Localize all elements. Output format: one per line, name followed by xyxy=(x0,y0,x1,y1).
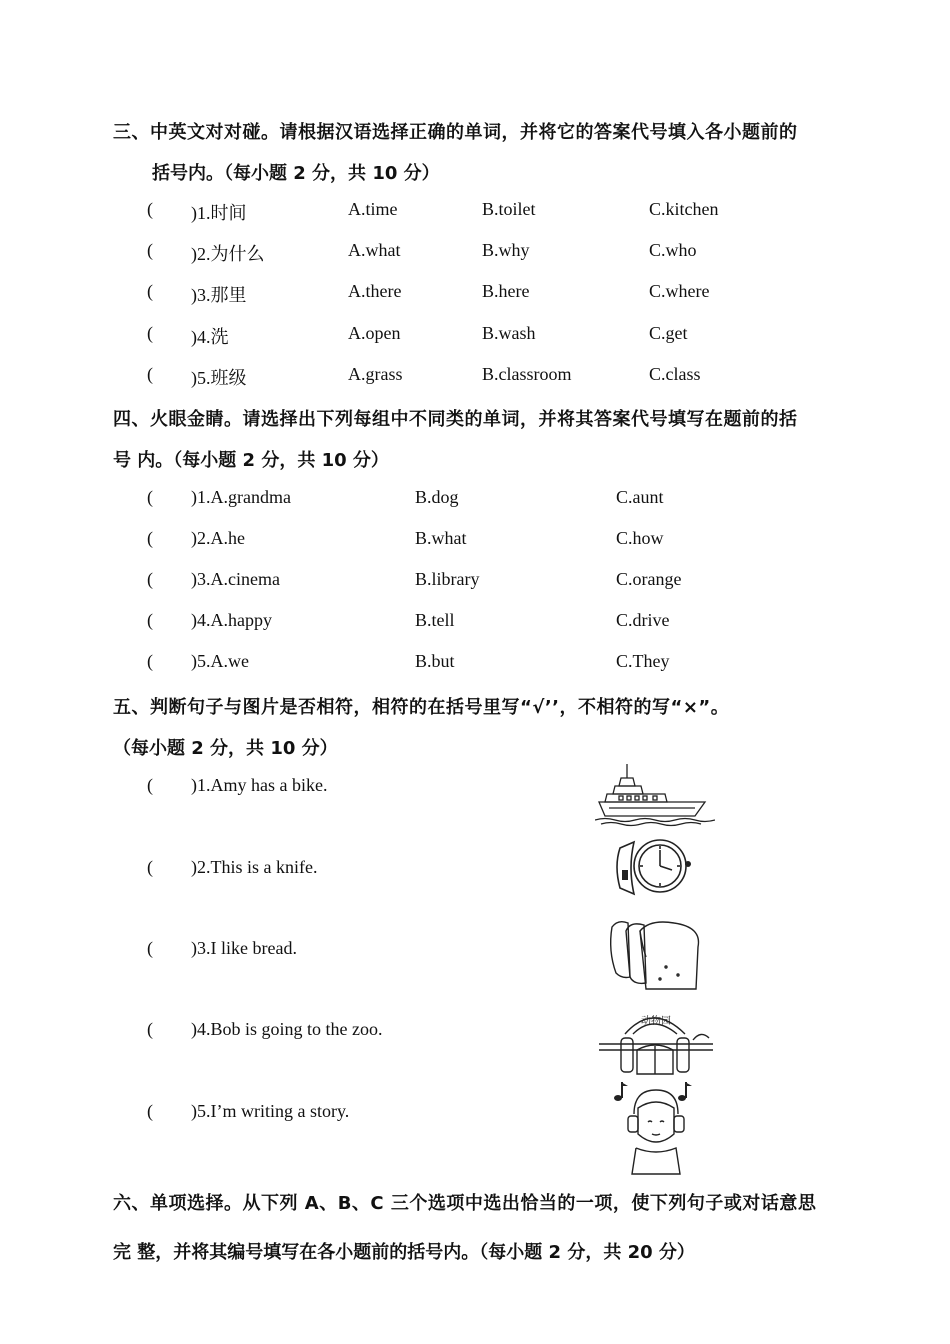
answer-bracket[interactable]: ( xyxy=(147,528,153,548)
answer-bracket[interactable]: ( xyxy=(147,651,153,671)
question-text: )3.那里 xyxy=(191,285,247,305)
option-b: B.classroom xyxy=(482,364,572,384)
question-text: )3.A.cinema xyxy=(191,569,280,589)
answer-bracket[interactable]: ( xyxy=(147,199,153,219)
question-text: )5.I’m writing a story. xyxy=(191,1101,350,1121)
question-text: )2.为什么 xyxy=(191,244,265,264)
answer-bracket[interactable]: ( xyxy=(147,569,153,589)
answer-bracket[interactable]: ( xyxy=(147,857,153,877)
answer-bracket[interactable]: ( xyxy=(147,610,153,630)
option-c: C.They xyxy=(616,651,670,671)
question-text: )4.洗 xyxy=(191,327,229,347)
answer-bracket[interactable]: ( xyxy=(147,775,153,795)
question-text: )4.A.happy xyxy=(191,610,272,630)
section4-heading: 四、火眼金睛。请选择出下列每组中不同类的单词，并将其答案代号填写在题前的括 xyxy=(113,409,798,430)
section5-heading: 五、判断句子与图片是否相符，相符的在括号里写“√’’，不相符的写“×”。 xyxy=(113,697,730,718)
option-a: A.grass xyxy=(348,364,403,384)
section5-subheading: （每小题 2 分，共 10 分） xyxy=(113,738,338,759)
option-a: A.time xyxy=(348,199,398,219)
answer-bracket[interactable]: ( xyxy=(147,938,153,958)
answer-bracket[interactable]: ( xyxy=(147,281,153,301)
answer-bracket[interactable]: ( xyxy=(147,323,153,343)
option-b: B.wash xyxy=(482,323,536,343)
option-c: C.drive xyxy=(616,610,670,630)
question-text: )1.时间 xyxy=(191,203,247,223)
option-c: C.get xyxy=(649,323,688,343)
option-c: C.how xyxy=(616,528,664,548)
zoo-gate-picture xyxy=(597,1000,715,1082)
question-text: )5.班级 xyxy=(191,368,247,388)
answer-bracket[interactable]: ( xyxy=(147,1019,153,1039)
option-b: B.tell xyxy=(415,610,455,630)
question-text: )1.A.grandma xyxy=(191,487,291,507)
option-a: A.what xyxy=(348,240,401,260)
section6-subheading: 完 整，并将其编号填写在各小题前的括号内。（每小题 2 分，共 20 分） xyxy=(113,1242,695,1263)
option-b: B.dog xyxy=(415,487,459,507)
option-b: B.library xyxy=(415,569,480,589)
zoo-gate-sign: 动物园 xyxy=(641,1016,671,1027)
option-b: B.but xyxy=(415,651,455,671)
question-text: )2.A.he xyxy=(191,528,245,548)
answer-bracket[interactable]: ( xyxy=(147,240,153,260)
option-c: C.class xyxy=(649,364,701,384)
option-c: C.who xyxy=(649,240,697,260)
answer-bracket[interactable]: ( xyxy=(147,364,153,384)
question-text: )5.A.we xyxy=(191,651,249,671)
option-a: A.open xyxy=(348,323,401,343)
option-c: C.kitchen xyxy=(649,199,719,219)
section6-heading: 六、单项选择。从下列 A、B、C 三个选项中选出恰当的一项，使下列句子或对话意思 xyxy=(113,1193,817,1214)
option-c: C.aunt xyxy=(616,487,664,507)
option-b: B.why xyxy=(482,240,530,260)
option-a: A.there xyxy=(348,281,402,301)
question-text: )3.I like bread. xyxy=(191,938,297,958)
girl-with-headphones-picture xyxy=(608,1078,704,1176)
answer-bracket[interactable]: ( xyxy=(147,487,153,507)
section4-subheading: 号 内。（每小题 2 分，共 10 分） xyxy=(113,450,389,471)
option-c: C.where xyxy=(649,281,710,301)
option-b: B.here xyxy=(482,281,530,301)
section3-heading: 三、中英文对对碰。请根据汉语选择正确的单词，并将它的答案代号填入各小题前的 xyxy=(113,122,798,143)
section3-subheading: 括号内。（每小题 2 分，共 10 分） xyxy=(152,163,440,184)
question-text: )4.Bob is going to the zoo. xyxy=(191,1019,383,1039)
option-c: C.orange xyxy=(616,569,682,589)
option-b: B.toilet xyxy=(482,199,536,219)
question-text: )2.This is a knife. xyxy=(191,857,318,877)
option-b: B.what xyxy=(415,528,467,548)
answer-bracket[interactable]: ( xyxy=(147,1101,153,1121)
ship-picture xyxy=(595,762,715,828)
question-text: )1.Amy has a bike. xyxy=(191,775,328,795)
bread-picture xyxy=(604,917,704,993)
watch-picture xyxy=(610,832,694,902)
